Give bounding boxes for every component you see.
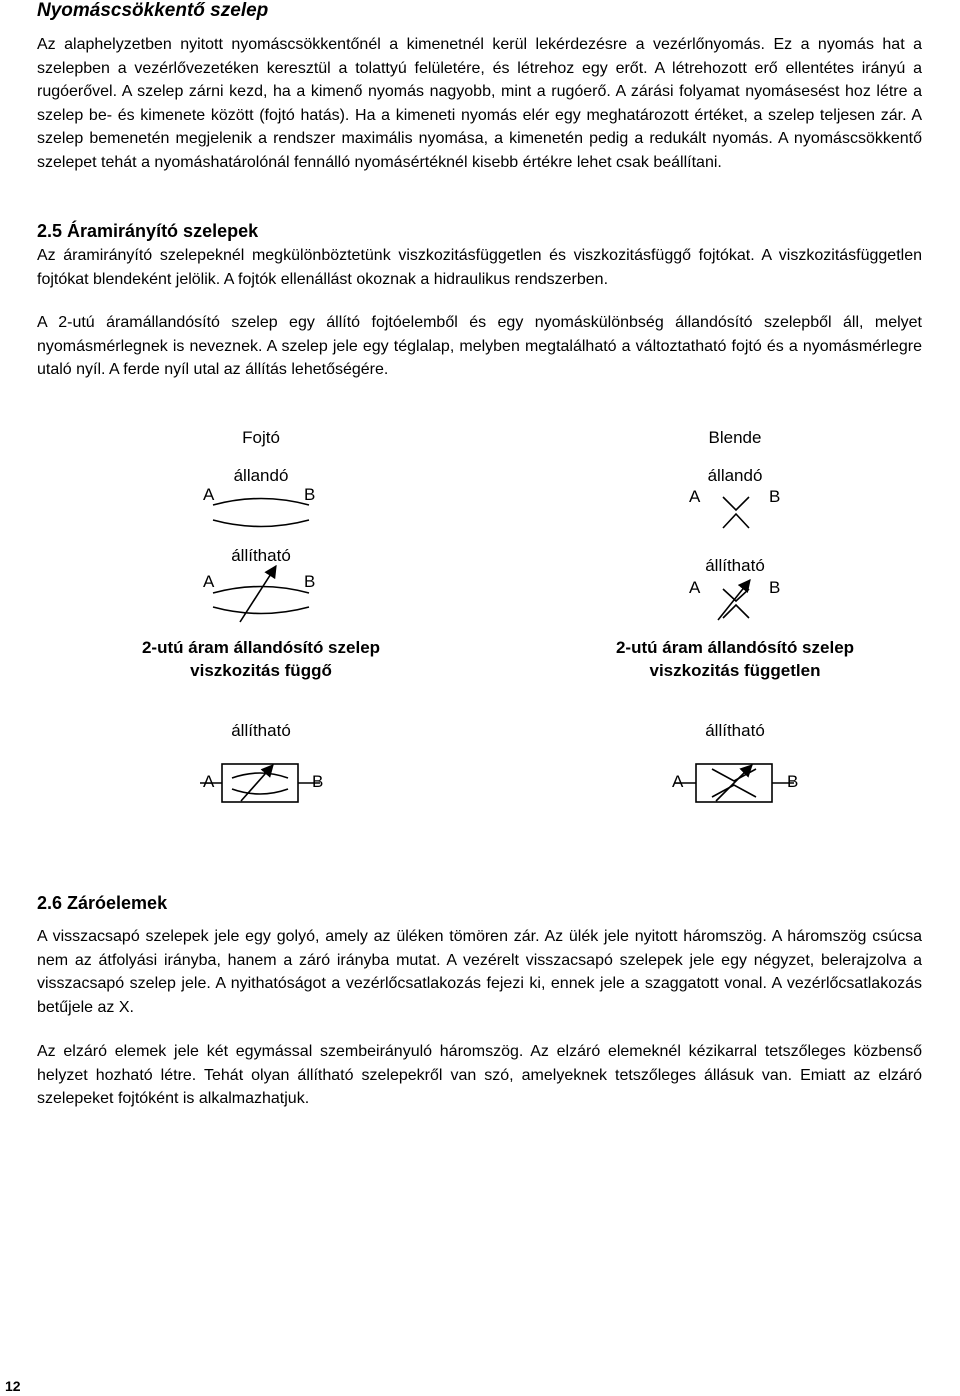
fojto-caption-line-1: 2-utú áram állandósító szelep <box>141 638 381 657</box>
blende-flow-control-valve-symbol <box>674 764 794 802</box>
section-2-6-paragraph-1: A visszacsapó szelepek jele egy golyó, amely az üléken tömören zár. Az ülék jele nyitott háromszög. A háromszög csúcsa nem az átfolyási irányba, hanem a záró irányba mutat. A vezérelt visszacsapó szelepek jele egy négyzet, belerajzolva a visszacsapó szelep jele. A nyithatóságot a vezérlőcsatlakozás fejezi ki, ennek jele a szaggatott vonal. A vezérlőcsatlakozás betűjele az X. <box>37 928 922 1016</box>
blende-fixed-port-b: B <box>769 487 781 506</box>
fojto-fixed-symbol <box>213 499 309 527</box>
page-heading: Nyomáscsökkentő szelep <box>37 0 269 21</box>
blende-caption-line-2: viszkozitás független <box>649 661 821 680</box>
page-number: 12 <box>5 1378 21 1394</box>
blende-fixed-symbol <box>723 497 749 528</box>
blende-adjustable-symbol <box>718 580 750 620</box>
blende-caption-line-1: 2-utú áram állandósító szelep <box>615 638 855 657</box>
fojto-adjustable-port-a: A <box>203 572 215 591</box>
section-2-5-paragraph-1: Az áramirányító szelepeknél megkülönböztetünk viszkozitásfüggetlen és viszkozitásfüggő fojtókat. A viszkozitásfüggetlen fojtókat blendeként jelölik. A fojtók ellenállást okoznak a hidraulikus rendszerben. <box>37 247 922 288</box>
fojto-fixed-label: állandó <box>233 466 289 485</box>
blende-adjustable-port-b: B <box>769 578 781 597</box>
blende-fixed-port-a: A <box>689 487 701 506</box>
blende-adjustable-port-a: A <box>689 578 701 597</box>
fojto-caption-line-2: viszkozitás függő <box>190 661 332 680</box>
fojto-bottom-port-a: A <box>203 772 215 791</box>
fojto-bottom-label: állítható <box>231 721 291 740</box>
blende-bottom-port-b: B <box>787 772 799 791</box>
intro-paragraph: Az alaphelyzetben nyitott nyomáscsökkentőnél a kimenetnél kerül lekérdezésre a vezérlőnyomás. Ez a nyomás hat a szelepben a vezérlővezetéken keresztül a tolattyú felületére, és létrehoz egy erőt. A létrehozott erő ellentétes irányú a rugóerővel. A szelep zárni kezd, ha a kimenő nyomás nagyobb, mint a rugóerő. A zárási folyamat nyomásesést hoz létre a szelep be- és kimenete között (fojtó hatás). Ha a kimeneti nyomás elér egy meghatározott értéket, a szelep teljesen zár. A szelep bemenetén megjelenik a rendszer maximális nyomása, a kimenetén pedig a redukált nyomás. A nyomáscsökkentő szelepet tehát a nyomáshatárolónál fennálló nyomásértéknél kisebb értékre lehet csak beállítani. <box>37 36 922 171</box>
fojto-adjustable-symbol <box>213 566 309 622</box>
blende-bottom-port-a: A <box>672 772 684 791</box>
fojto-adjustable-label: állítható <box>231 546 291 565</box>
blende-adjustable-label: állítható <box>705 556 765 575</box>
fojto-fixed-port-a: A <box>203 485 215 504</box>
fojto-fixed-port-b: B <box>304 485 316 504</box>
section-2-6-title: 2.6 Záróelemek <box>37 893 168 913</box>
section-2-5-paragraph-2: A 2-utú áramállandósító szelep egy állító fojtóelemből és egy nyomáskülönbség állandósító szelepből áll, melyet nyomásmérlegnek is neveznek. A szelep jele egy téglalap, melyben megtalálható a változtatható fojtó és a nyomásmérlegre utaló nyíl. A ferde nyíl utal az állítás lehetőségére. <box>37 314 922 378</box>
fojto-bottom-port-b: B <box>312 772 324 791</box>
section-2-5-title: 2.5 Áramirányító szelepek <box>37 221 259 241</box>
fojto-title: Fojtó <box>242 428 280 447</box>
blende-fixed-label: állandó <box>707 466 763 485</box>
fojto-flow-control-valve-symbol <box>200 764 320 802</box>
blende-title: Blende <box>708 428 762 447</box>
fojto-adjustable-port-b: B <box>304 572 316 591</box>
section-2-6-paragraph-2: Az elzáró elemek jele két egymással szembeirányuló háromszög. Az elzáró elemeknél kézikarral tetszőleges közbenső helyzet hozható létre. Tehát olyan állítható szelepekről van szó, amelyeknek tetszőleges állásuk van. Emiatt az elzáró szelepeket fojtóként is alkalmazhatjuk. <box>37 1043 922 1107</box>
blende-bottom-label: állítható <box>705 721 765 740</box>
